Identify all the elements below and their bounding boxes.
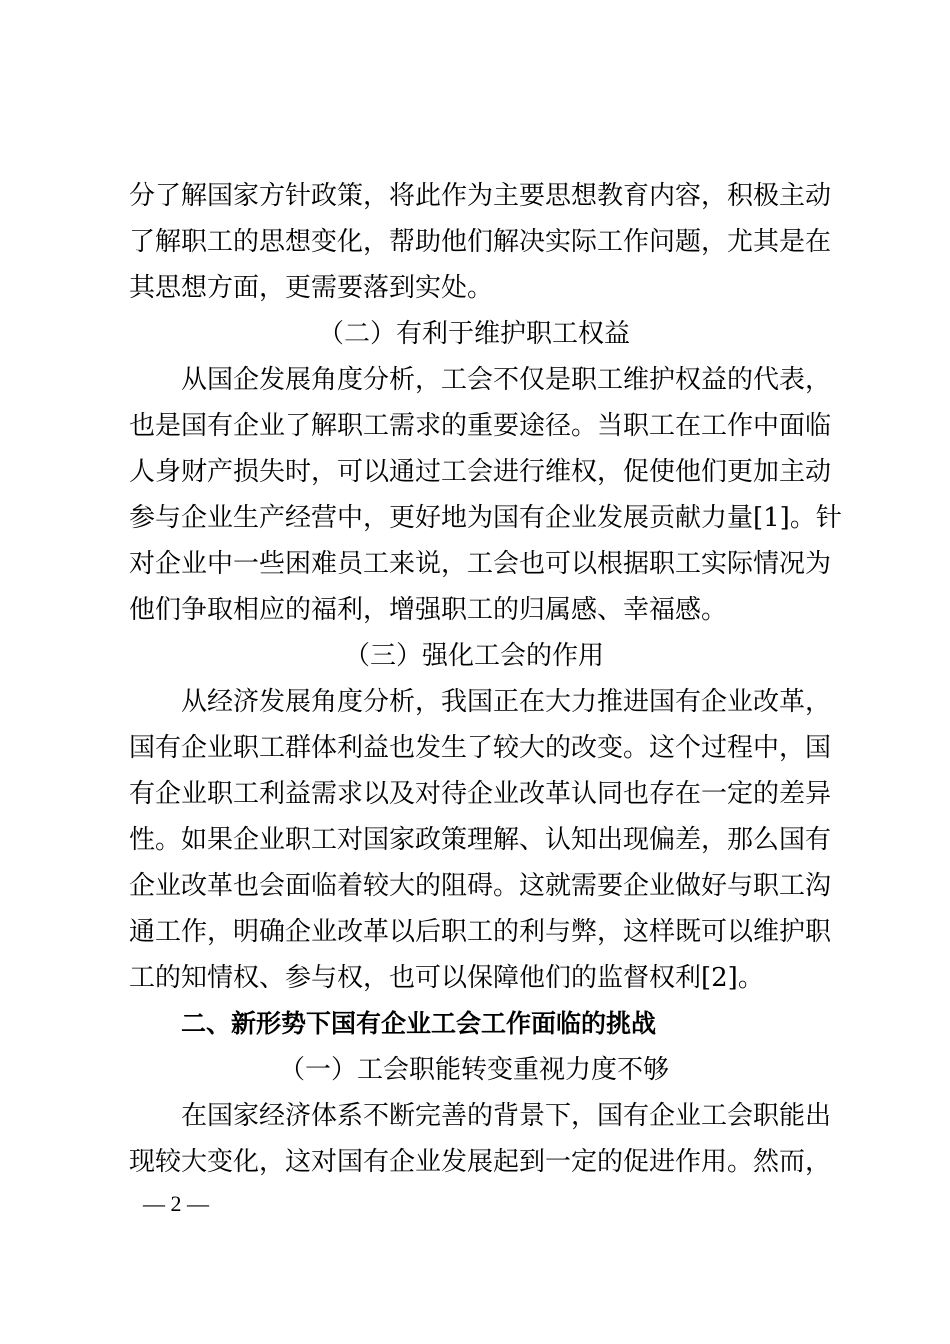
paragraph-line: 人身财产损失时，可以通过工会进行维权，促使他们更加主动	[129, 457, 832, 487]
subsection-heading: （一）工会职能转变重视力度不够	[278, 1055, 669, 1085]
paragraph-line: 也是国有企业了解职工需求的重要途径。当职工在工作中面临	[129, 411, 832, 441]
paragraph-line: 对企业中一些困难员工来说，工会也可以根据职工实际情况为	[129, 549, 832, 579]
paragraph-line: 企业改革也会面临着较大的阻碍。这就需要企业做好与职工沟	[129, 871, 832, 901]
subsection-heading: （二）有利于维护职工权益	[317, 319, 630, 349]
paragraph-line: 通工作，明确企业改革以后职工的利与弊，这样既可以维护职	[129, 917, 832, 947]
paragraph-line: 了解职工的思想变化，帮助他们解决实际工作问题，尤其是在	[129, 227, 832, 257]
paragraph-line: 其思想方面，更需要落到实处。	[129, 273, 494, 303]
paragraph-line: 有企业职工利益需求以及对待企业改革认同也存在一定的差异	[129, 779, 832, 809]
paragraph-line: 他们争取相应的福利，增强职工的归属感、幸福感。	[129, 595, 728, 625]
paragraph-line: 现较大变化，这对国有企业发展起到一定的促进作用。然而，	[129, 1147, 832, 1177]
paragraph-line: 分了解国家方针政策，将此作为主要思想教育内容，积极主动	[129, 181, 832, 211]
paragraph-line: 从经济发展角度分析，我国正在大力推进国有企业改革，	[181, 687, 832, 717]
paragraph-line: 工的知情权、参与权，也可以保障他们的监督权利[2]。	[129, 963, 764, 993]
page-number: — 2 —	[143, 1191, 209, 1216]
subsection-heading: （三）强化工会的作用	[343, 641, 604, 671]
paragraph-line: 性。如果企业职工对国家政策理解、认知出现偏差，那么国有	[129, 825, 832, 855]
paragraph-line: 国有企业职工群体利益也发生了较大的改变。这个过程中，国	[129, 733, 832, 763]
paragraph-line: 参与企业生产经营中，更好地为国有企业发展贡献力量[1]。针	[129, 503, 842, 533]
section-heading: 二、新形势下国有企业工会工作面临的挑战	[181, 1009, 657, 1038]
paragraph-line: 在国家经济体系不断完善的背景下，国有企业工会职能出	[181, 1101, 832, 1131]
paragraph-line: 从国企发展角度分析，工会不仅是职工维护权益的代表，	[181, 365, 832, 395]
